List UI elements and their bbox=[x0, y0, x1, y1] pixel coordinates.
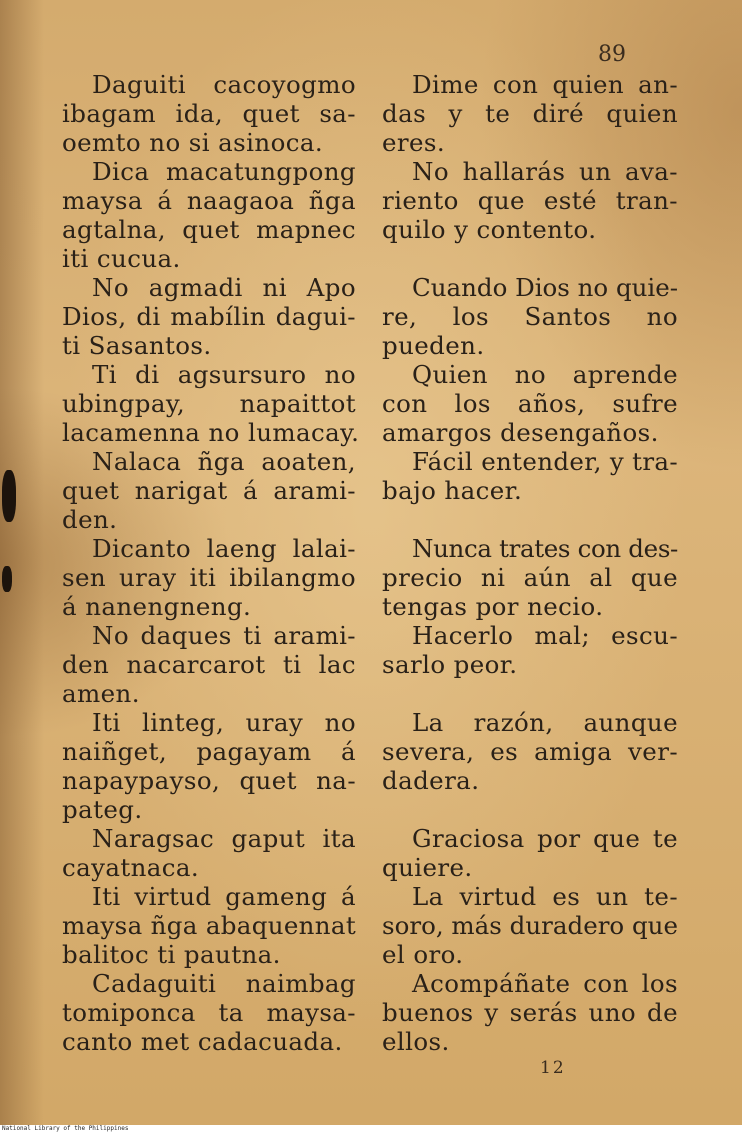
ink-blot-mark bbox=[2, 566, 12, 592]
text-line: ibagam ida, quet sa- bbox=[62, 99, 356, 128]
text-line: pueden. bbox=[382, 331, 485, 360]
text-line: Fácil entender, y tra- bbox=[412, 447, 678, 476]
text-line: napaypayso, quet na- bbox=[62, 766, 356, 795]
text-line: oemto no si asinoca. bbox=[62, 128, 324, 157]
text-line: Dicanto laeng lalai- bbox=[92, 534, 356, 563]
text-line: No daques ti arami- bbox=[92, 621, 356, 650]
text-line: quiere. bbox=[382, 853, 473, 882]
text-line: No agmadi ni Apo bbox=[92, 273, 356, 302]
text-line: maysa ñga abaquennat bbox=[62, 911, 356, 940]
text-line: re, los Santos no bbox=[382, 302, 678, 331]
text-line: cayatnaca. bbox=[62, 853, 200, 882]
text-line: naiñget, pagayam á bbox=[62, 737, 356, 766]
text-line: ubingpay, napaittot bbox=[62, 389, 356, 418]
text-line: balitoc ti pautna. bbox=[62, 940, 281, 969]
ink-blot-mark bbox=[2, 470, 16, 522]
text-line: quet narigat á arami- bbox=[62, 476, 356, 505]
page-edge-stain bbox=[0, 0, 44, 1125]
footer-credit: National Library of the Philippines bbox=[0, 1125, 742, 1133]
text-line: Nalaca ñga aoaten, bbox=[92, 447, 356, 476]
text-line: Quien no aprende bbox=[412, 360, 678, 389]
page-number: 89 bbox=[598, 42, 626, 67]
text-line: Ti di agsursuro no bbox=[92, 360, 356, 389]
spanish-column bbox=[382, 70, 678, 1056]
text-line: quilo y contento. bbox=[382, 215, 597, 244]
text-line: iti cucua. bbox=[62, 244, 181, 273]
text-line: ti Sasantos. bbox=[62, 331, 212, 360]
blank-line bbox=[382, 244, 678, 273]
text-line: amargos desengaños. bbox=[382, 418, 659, 447]
text-line: canto met cadacuada. bbox=[62, 1027, 343, 1056]
text-line: Cadaguiti naimbag bbox=[92, 969, 356, 998]
text-line: agtalna, quet mapnec bbox=[62, 215, 356, 244]
text-line: riento que esté tran- bbox=[382, 186, 678, 215]
text-line: bajo hacer. bbox=[382, 476, 523, 505]
text-line: pateg. bbox=[62, 795, 143, 824]
text-line: tomiponca ta maysa- bbox=[62, 998, 356, 1027]
text-line: La razón, aunque bbox=[412, 708, 678, 737]
text-line: el oro. bbox=[382, 940, 464, 969]
ilocano-column bbox=[62, 70, 360, 1056]
text-line: eres. bbox=[382, 128, 446, 157]
text-line: Iti virtud gameng á bbox=[92, 882, 356, 911]
text-line: Nunca trates con des- bbox=[412, 534, 678, 563]
text-line: sarlo peor. bbox=[382, 650, 518, 679]
text-line: das y te diré quien bbox=[382, 99, 678, 128]
blank-line bbox=[382, 679, 678, 708]
text-line: Iti linteg, uray no bbox=[92, 708, 356, 737]
text-line: Cuando Dios no quie- bbox=[412, 273, 678, 302]
text-line: No hallarás un ava- bbox=[412, 157, 678, 186]
text-line: buenos y serás uno de bbox=[382, 998, 678, 1027]
text-line: sen uray iti ibilangmo bbox=[62, 563, 356, 592]
text-line: Dios, di mabílin dagui- bbox=[62, 302, 356, 331]
text-line: soro, más duradero que bbox=[382, 911, 678, 940]
text-line: á nanengneng. bbox=[62, 592, 252, 621]
text-line: den. bbox=[62, 505, 118, 534]
blank-line bbox=[382, 795, 678, 824]
text-line: Graciosa por que te bbox=[412, 824, 678, 853]
text-line: La virtud es un te- bbox=[412, 882, 678, 911]
text-line: lacamenna no lumacay. bbox=[62, 418, 360, 447]
text-line: Acompáñate con los bbox=[412, 969, 678, 998]
blank-line bbox=[382, 505, 678, 534]
text-line: Dica macatungpong bbox=[92, 157, 356, 186]
text-line: tengas por necio. bbox=[382, 592, 604, 621]
text-line: Daguiti cacoyogmo bbox=[92, 70, 356, 99]
text-line: maysa á naagaoa ñga bbox=[62, 186, 356, 215]
text-line: Dime con quien an- bbox=[412, 70, 678, 99]
text-line: con los años, sufre bbox=[382, 389, 678, 418]
text-line: ellos. bbox=[382, 1027, 450, 1056]
text-line: precio ni aún al que bbox=[382, 563, 678, 592]
text-line: Naragsac gaput ita bbox=[92, 824, 356, 853]
text-line: dadera. bbox=[382, 766, 480, 795]
text-line: amen. bbox=[62, 679, 140, 708]
text-line: Hacerlo mal; escu- bbox=[412, 621, 678, 650]
text-line: den nacarcarot ti lac bbox=[62, 650, 356, 679]
signature-mark: 12 bbox=[540, 1058, 566, 1078]
text-line: severa, es amiga ver- bbox=[382, 737, 678, 766]
